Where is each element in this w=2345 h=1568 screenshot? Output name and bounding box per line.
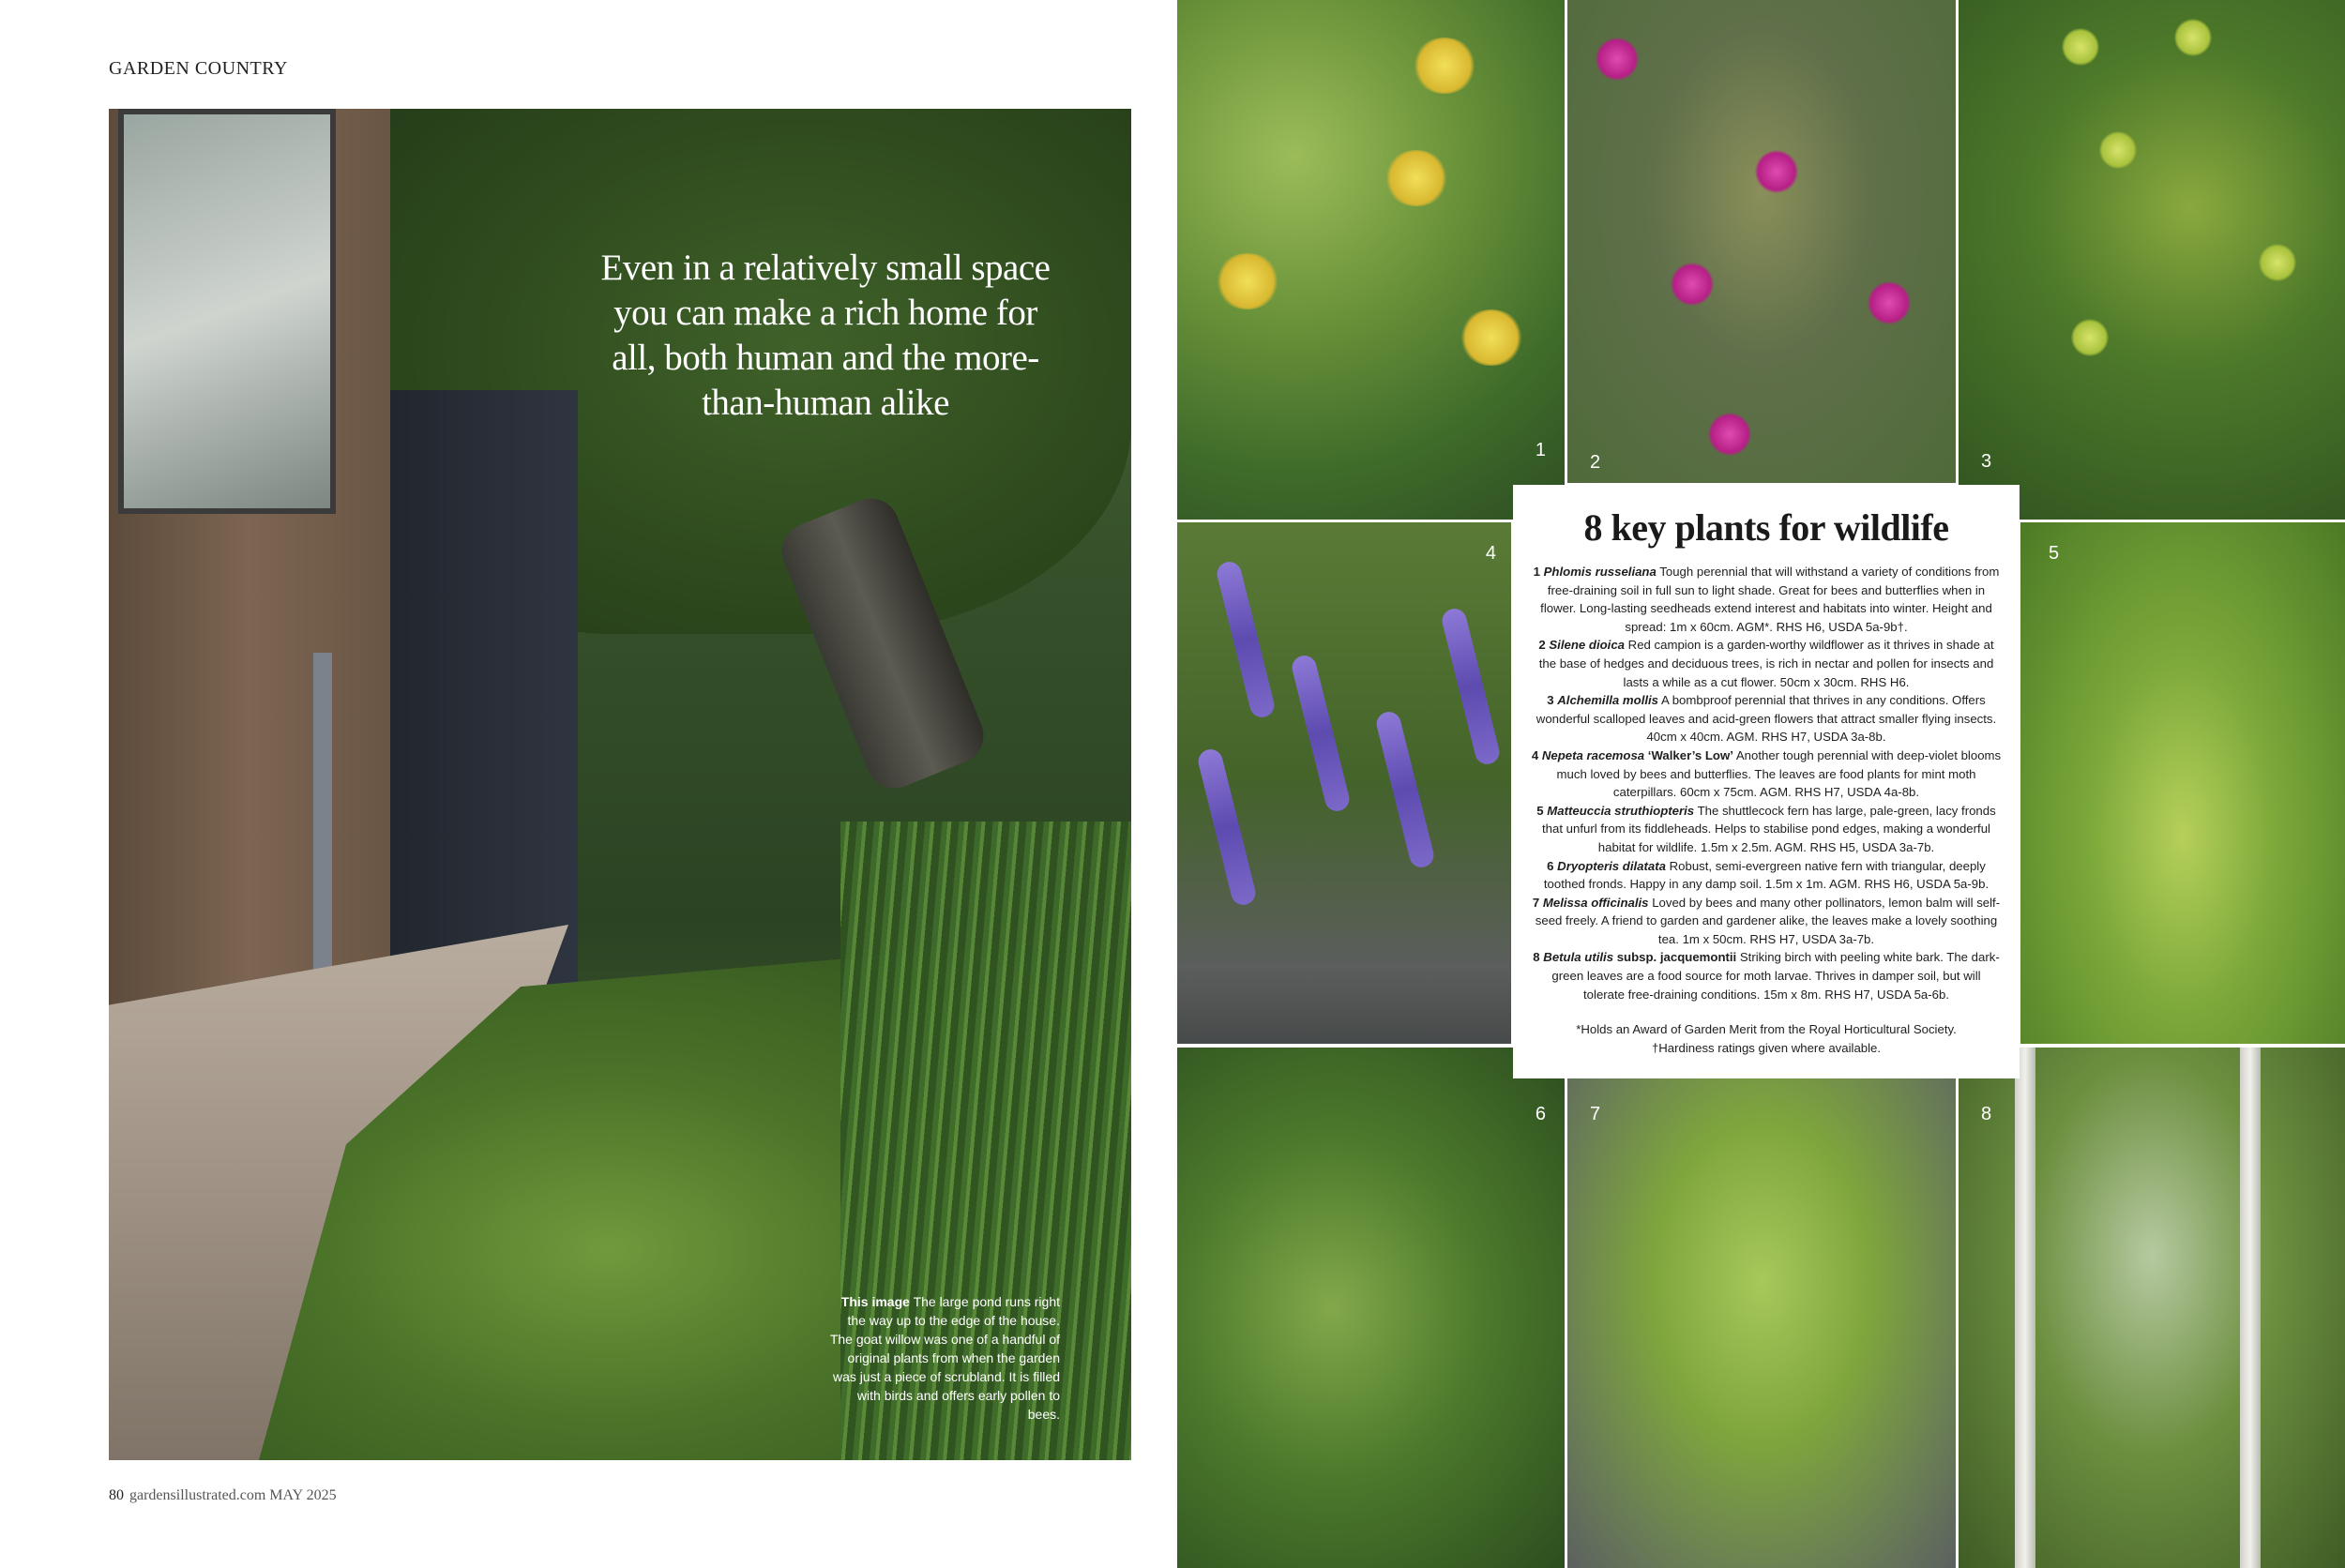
plant-number: 1 xyxy=(1533,565,1540,579)
key-plants-panel xyxy=(1513,485,2020,1078)
plant-entry xyxy=(1530,802,2003,857)
running-head xyxy=(109,58,288,80)
plant-name: Silene dioica xyxy=(1549,638,1625,653)
campion-flower xyxy=(1596,38,1639,81)
birch-trunk xyxy=(2015,1048,2035,1568)
photo-matteuccia xyxy=(2020,522,2345,1044)
plant-description: Red campion is a garden-worthy wildflower as it thrives in shade at the base of hedges and deciduous trees, is rich in nectar and pollen for insects and lasts a while as a cut flower. 50cm x 30cm. RHS H6. xyxy=(1538,638,1994,689)
photo-number-5: 5 xyxy=(2049,543,2060,564)
photo-melissa xyxy=(1567,1048,1956,1568)
plant-name: Matteuccia struthiopteris xyxy=(1547,803,1695,818)
panel-footnotes xyxy=(1530,1020,2003,1057)
plant-number: 7 xyxy=(1532,895,1540,910)
nepeta-spike xyxy=(1290,653,1352,813)
nepeta-spike xyxy=(1440,606,1502,766)
photo-number-4: 4 xyxy=(1485,543,1496,564)
plant-description: Loved by bees and many other pollinators, lemon balm will self-seed freely. A friend to garden and gardener alike, the leaves make a lovely soothing tea. 1m x 50cm. RHS H7, USDA 3a-7b. xyxy=(1535,895,2001,946)
plant-number: 2 xyxy=(1538,638,1546,653)
folio-site: gardensillustrated.com xyxy=(129,1487,266,1503)
plant-name: Melissa officinalis xyxy=(1542,895,1649,910)
alchemilla-flower xyxy=(2174,19,2212,56)
plant-number: 5 xyxy=(1536,803,1544,818)
plant-entry xyxy=(1530,691,2003,746)
plant-entry xyxy=(1530,948,2003,1003)
running-head-section: GARDEN xyxy=(109,58,190,79)
alchemilla-flower xyxy=(2099,131,2137,169)
plant-description: Another tough perennial with deep-violet blooms much loved by bees and butterflies. The leaves are food plants for mint moth caterpillars. 60cm x 75cm. AGM. RHS H7, USDA 4a-8b. xyxy=(1556,747,2002,800)
plant-number: 3 xyxy=(1547,693,1554,708)
folio xyxy=(109,1487,337,1504)
alchemilla-flower xyxy=(2259,244,2296,281)
plant-number: 4 xyxy=(1531,747,1539,762)
plant-name: Nepeta racemosa xyxy=(1541,747,1645,762)
photo-number-3: 3 xyxy=(1981,451,1992,472)
photo-number-1: 1 xyxy=(1535,440,1546,460)
birch-trunk xyxy=(2240,1048,2261,1568)
phlomis-bloom xyxy=(1459,309,1524,366)
campion-flower xyxy=(1868,281,1911,324)
alchemilla-flower xyxy=(2071,319,2109,356)
plant-description: Robust, semi-evergreen native fern with triangular, deeply toothed fronds. Happy in any damp soil. 1.5m x 1m. AGM. RHS H6, USDA 5a-9b. xyxy=(1543,858,1989,892)
photo-silene xyxy=(1567,0,1956,483)
plant-description: Tough perennial that will withstand a variety of conditions from free-draining soil in full sun to light shade. Great for bees and butterflies when in flower. Long-lasting seedheads extend interest and habitats into winter. Height and spread: 1m x 60cm. AGM*. RHS H6, USDA 5a-9b†. xyxy=(1540,565,2000,634)
phlomis-bloom xyxy=(1384,150,1449,206)
plant-entry xyxy=(1530,857,2003,894)
photo-nepeta xyxy=(1177,522,1511,1044)
campion-flower xyxy=(1708,413,1751,456)
photo-number-6: 6 xyxy=(1535,1104,1546,1124)
photo-dryopteris xyxy=(1177,1048,1565,1568)
photo-alchemilla xyxy=(1959,0,2345,520)
photo-number-7: 7 xyxy=(1590,1104,1601,1124)
photo-betula xyxy=(1959,1048,2345,1568)
plant-description: A bombproof perennial that thrives in any conditions. Offers wonderful scalloped leaves and acid-green flowers that attract smaller flying insects. 40cm x 40cm. AGM. RHS H7, USDA 3a-8b. xyxy=(1536,693,1997,745)
caption-text: The large pond runs right the way up to the edge of the house. The goat willow was one of a handful of original plants from when the garden was just a piece of scrubland. It is filled with birds and offers early pollen to bees. xyxy=(829,1294,1060,1422)
folio-issue: MAY 2025 xyxy=(269,1487,337,1503)
footnote-agm: *Holds an Award of Garden Merit from the Royal Horticultural Society. xyxy=(1576,1022,1957,1036)
plant-description: Striking birch with peeling white bark. The dark-green leaves are a food source for moth larvae. Thrives in damper soil, but will tolerate free-draining conditions. 15m x 8m. RHS H7, USDA 5a-6b. xyxy=(1551,950,2000,1002)
plant-name: Betula utilis xyxy=(1543,950,1614,965)
running-head-subsection: COUNTRY xyxy=(194,58,288,79)
panel-title: 8 key plants for wildlife xyxy=(1583,506,1949,549)
photo-number-2: 2 xyxy=(1590,452,1601,473)
pull-quote: Even in a relatively small space you can make a rich home for all, both human and the more-than-human alike xyxy=(600,248,1051,423)
alchemilla-flower xyxy=(2062,28,2099,66)
caption-lead: This image xyxy=(840,1294,910,1309)
plant-entry xyxy=(1530,894,2003,949)
plant-name: Phlomis russeliana xyxy=(1543,565,1657,579)
plant-name: Alchemilla mollis xyxy=(1557,693,1659,708)
plant-number: 8 xyxy=(1533,950,1540,965)
plant-description: The shuttlecock fern has large, pale-green, lacy fronds that unfurl from its fiddleheads. Helps to stabilise pond edges, making a wonderful habitat for wildlife. 1.5m x 2.5m. AGM. RHS H5, USDA 3a-7b. xyxy=(1542,803,1996,854)
plant-entry xyxy=(1530,563,2003,636)
footnote-hardiness: †Hardiness ratings given where available. xyxy=(1651,1040,1882,1055)
photo-number-8: 8 xyxy=(1981,1104,1992,1124)
plant-cultivar: subsp. jacquemontii xyxy=(1616,950,1737,965)
campion-flower xyxy=(1755,150,1798,193)
phlomis-bloom xyxy=(1215,253,1280,309)
plant-list xyxy=(1530,563,2003,1003)
photo-phlomis xyxy=(1177,0,1565,520)
plant-cultivar: ‘Walker’s Low’ xyxy=(1647,747,1733,762)
plant-entry xyxy=(1530,636,2003,691)
page-number: 80 xyxy=(109,1487,124,1503)
plant-name: Dryopteris dilatata xyxy=(1557,858,1666,873)
campion-flower xyxy=(1671,263,1714,306)
photo-house-window xyxy=(118,109,336,514)
nepeta-spike xyxy=(1196,746,1258,907)
photo-caption xyxy=(825,1292,1060,1424)
plant-entry xyxy=(1530,746,2003,802)
nepeta-spike xyxy=(1374,709,1436,869)
nepeta-spike xyxy=(1215,559,1277,719)
phlomis-bloom xyxy=(1412,38,1477,94)
plant-number: 6 xyxy=(1547,858,1554,873)
